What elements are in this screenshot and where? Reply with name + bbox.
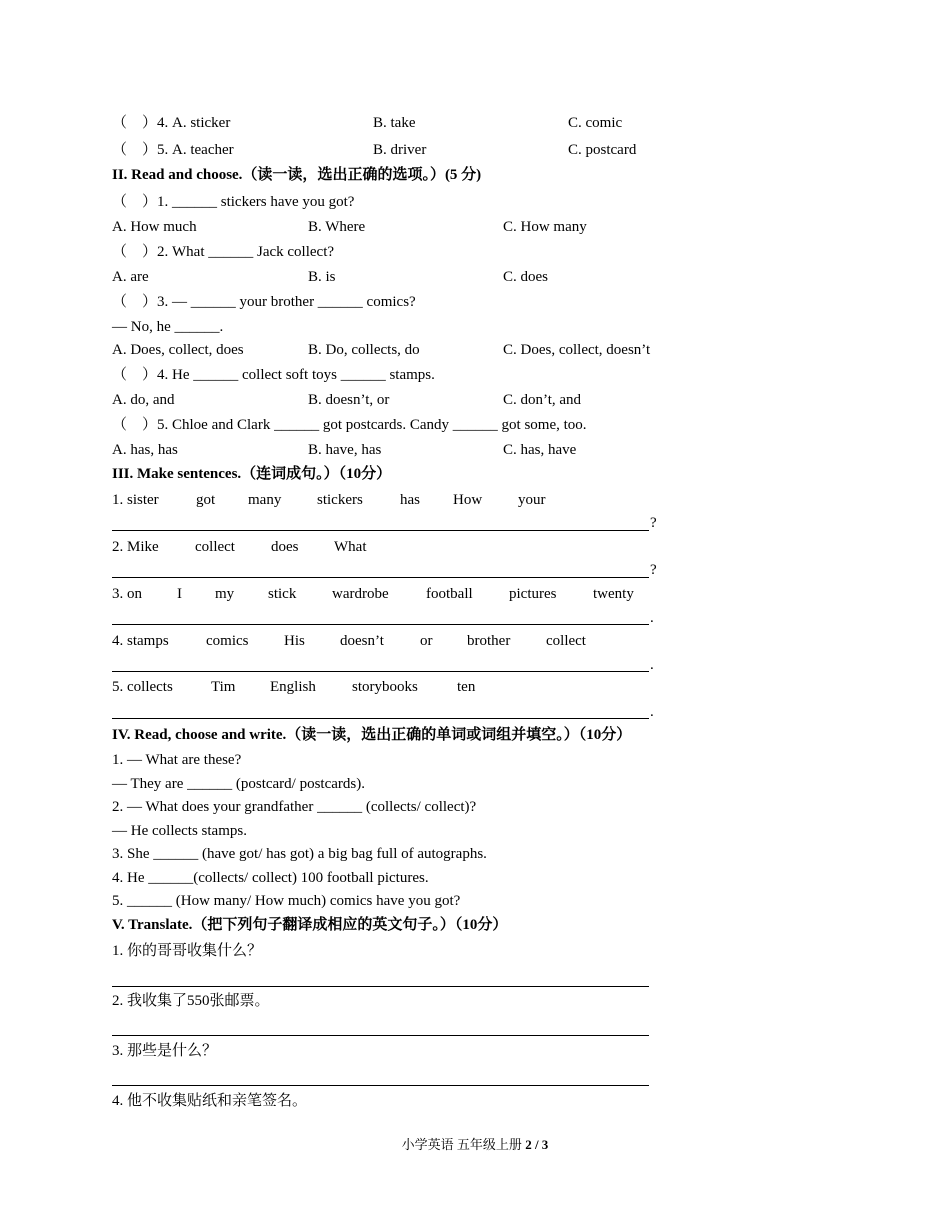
question-stem: （ ）4. A. sticker [112,115,231,131]
question-stem: （ ）2. What ______ Jack collect? [112,244,335,260]
scrambled-word: 5. collects [112,679,173,695]
end-punctuation: . [650,657,654,673]
scrambled-word: many [248,492,282,508]
option-a: A. do, and [112,392,175,408]
end-punctuation: . [650,704,654,720]
scrambled-word: stickers [317,492,363,508]
scrambled-word: your [518,492,546,508]
question-stem: （ ）3. — ______ your brother ______ comics? [112,294,416,310]
question-stem: （ ）5. A. teacher [112,142,234,158]
scrambled-word: 3. on [112,586,142,602]
part4-line: 2. — What does your grandfather ______ (collects/ collect)? [112,799,477,815]
option-b: B. driver [373,142,427,158]
end-punctuation: . [650,610,654,626]
scrambled-word: stick [268,586,297,602]
option-c: C. does [503,269,548,285]
footer-label: 小学英语 五年级上册 [401,1137,522,1152]
scrambled-word: wardrobe [332,586,389,602]
page-footer [0,1137,950,1153]
option-b: B. take [373,115,416,131]
part4-line: 3. She ______ (have got/ has got) a big bag full of autographs. [112,846,487,862]
scrambled-word: collect [546,633,586,649]
scrambled-word: 2. Mike [112,539,159,555]
part4-line: — He collects stamps. [112,823,247,839]
answer-line[interactable] [112,986,649,987]
answer-line[interactable] [112,1085,649,1086]
option-b: B. Do, collects, do [308,342,420,358]
scrambled-word: I [177,586,182,602]
scrambled-word: got [196,492,216,508]
scrambled-word: English [270,679,316,695]
question-stem: （ ）5. Chloe and Clark ______ got postcards. Candy ______ got some, too. [112,417,587,433]
translate-prompt: 4. 他不收集贴纸和亲笔签名。 [112,1093,308,1109]
scrambled-word: collect [195,539,235,555]
part4-heading: IV. Read, choose and write.（读一读，选出正确的单词或词组并填空。）（10分） [112,727,632,743]
part4-line: — They are ______ (postcard/ postcards). [112,776,365,792]
scrambled-word: His [284,633,305,649]
answer-line[interactable] [112,718,649,719]
answer-line[interactable] [112,624,649,625]
option-a: A. are [112,269,149,285]
scrambled-word: Tim [211,679,236,695]
scrambled-word: How [453,492,483,508]
option-c: C. postcard [568,142,637,158]
scrambled-word: What [334,539,367,555]
scrambled-word: my [215,586,235,602]
answer-line[interactable] [112,577,649,578]
answer-line[interactable] [112,530,649,531]
translate-prompt: 2. 我收集了550张邮票。 [112,993,270,1009]
scrambled-word: or [420,633,433,649]
option-a: A. Does, collect, does [112,342,244,358]
part4-line: 4. He ______(collects/ collect) 100 football pictures. [112,870,429,886]
scrambled-word: does [271,539,299,555]
translate-prompt: 1. 你的哥哥收集什么？ [112,943,263,959]
option-a: A. has, has [112,442,178,458]
scrambled-word: pictures [509,586,557,602]
option-c: C. comic [568,115,623,131]
option-b: B. have, has [308,442,382,458]
scrambled-word: 1. sister [112,492,159,508]
part2-heading: II. Read and choose.（读一读，选出正确的选项。）(5 分) [112,167,482,183]
option-c: C. How many [503,219,587,235]
question-stem: （ ）4. He ______ collect soft toys ______ stamps. [112,367,435,383]
question-stem-line2: — No, he ______. [112,319,224,335]
scrambled-word: doesn’t [340,633,384,649]
option-b: B. Where [308,219,366,235]
part4-line: 5. ______ (How many/ How much) comics have you got? [112,893,461,909]
option-b: B. doesn’t, or [308,392,390,408]
scrambled-word: comics [206,633,249,649]
option-c: C. has, have [503,442,577,458]
option-c: C. don’t, and [503,392,582,408]
option-c: C. Does, collect, doesn’t [503,342,651,358]
option-a: A. How much [112,219,197,235]
scrambled-word: has [400,492,420,508]
answer-line[interactable] [112,1035,649,1036]
scrambled-word: brother [467,633,511,649]
translate-prompt: 3. 那些是什么？ [112,1043,218,1059]
scrambled-word: 4. stamps [112,633,169,649]
scrambled-word: storybooks [352,679,418,695]
question-stem: （ ）1. ______ stickers have you got? [112,194,355,210]
part4-line: 1. — What are these? [112,752,242,768]
answer-line[interactable] [112,671,649,672]
scrambled-word: twenty [593,586,634,602]
option-b: B. is [308,269,336,285]
part5-heading: V. Translate.（把下列句子翻译成相应的英文句子。）（10分） [112,917,508,933]
page-number: 2 / 3 [525,1137,549,1152]
end-punctuation: ? [650,515,657,531]
part3-heading: III. Make sentences.（连词成句。）（10分） [112,466,392,482]
scrambled-word: football [426,586,473,602]
scrambled-word: ten [457,679,476,695]
end-punctuation: ? [650,562,657,578]
